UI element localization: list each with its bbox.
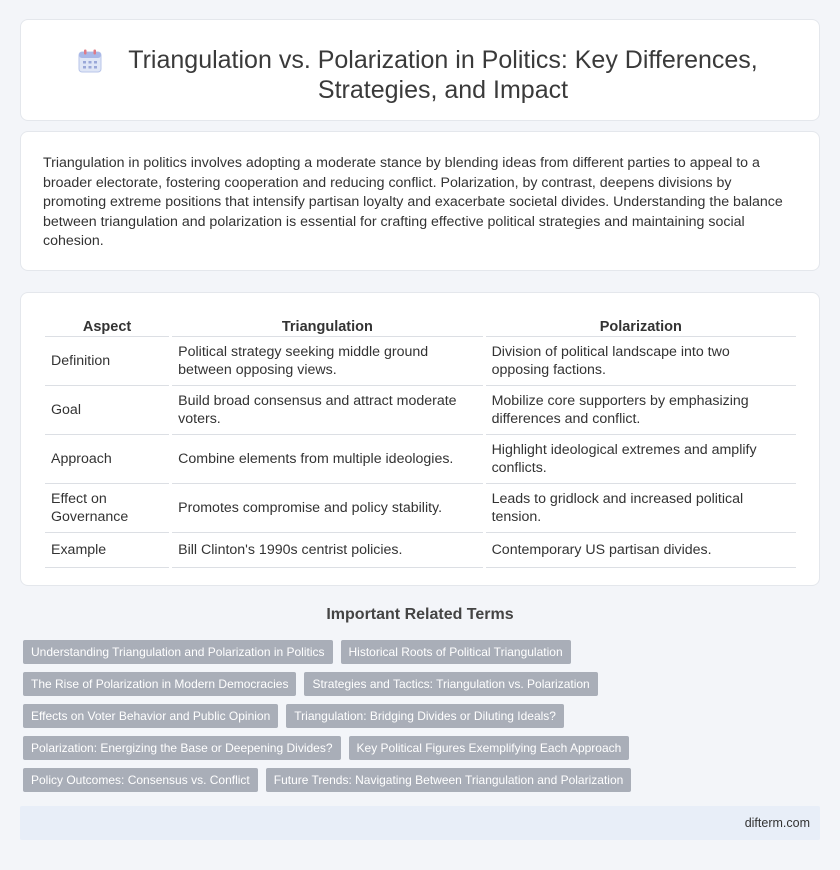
related-term-tag[interactable]: Key Political Figures Exemplifying Each Approach [349, 736, 630, 760]
table-row [45, 435, 796, 484]
cell-triangulation: Bill Clinton's 1990s centrist policies. [172, 533, 482, 568]
table-row [45, 533, 796, 568]
cell-polarization: Highlight ideological extremes and amplify conflicts. [486, 435, 796, 484]
cell-triangulation: Combine elements from multiple ideologies. [172, 435, 482, 484]
related-term-tag[interactable]: Triangulation: Bridging Divides or Diluting Ideals? [286, 704, 564, 728]
cell-aspect: Example [45, 533, 169, 568]
cell-aspect: Goal [45, 386, 169, 435]
header-triangulation: Triangulation [172, 315, 482, 337]
calendar-icon [77, 48, 103, 74]
cell-triangulation: Build broad consensus and attract moderate voters. [172, 386, 482, 435]
footer [20, 806, 820, 840]
comparison-table-card [20, 292, 820, 586]
related-term-tag[interactable]: Future Trends: Navigating Between Triangulation and Polarization [266, 768, 632, 792]
cell-polarization: Mobilize core supporters by emphasizing differences and conflict. [486, 386, 796, 435]
related-term-tag[interactable]: Strategies and Tactics: Triangulation vs. Polarization [304, 672, 597, 696]
cell-triangulation: Political strategy seeking middle ground between opposing views. [172, 337, 482, 386]
header-aspect: Aspect [45, 315, 169, 337]
table-row [45, 386, 796, 435]
related-term-tag[interactable]: Polarization: Energizing the Base or Deepening Divides? [23, 736, 341, 760]
cell-polarization: Division of political landscape into two opposing factions. [486, 337, 796, 386]
comparison-table [42, 315, 799, 568]
table-header-row [45, 315, 796, 337]
footer-site-link[interactable]: difterm.com [744, 816, 810, 830]
related-term-tag[interactable]: Understanding Triangulation and Polarization in Politics [23, 640, 333, 664]
cell-polarization: Contemporary US partisan divides. [486, 533, 796, 568]
related-terms-list [23, 640, 823, 792]
related-terms-title: Important Related Terms [326, 606, 514, 623]
header-polarization: Polarization [486, 315, 796, 337]
cell-aspect: Approach [45, 435, 169, 484]
related-term-tag[interactable]: Historical Roots of Political Triangulation [341, 640, 571, 664]
cell-triangulation: Promotes compromise and policy stability. [172, 484, 482, 533]
intro-paragraph: Triangulation in politics involves adopting a moderate stance by blending ideas from different parties to appeal to a broader electorate, fostering cooperation and reducing conflict. Polarization, by contrast, deepens divisions by promoting extreme positions that intensify partisan loyalty and exacerbate societal divides. Understanding the balance between triangulation and polarization is essential for crafting effective political strategies and maintaining social cohesion. [43, 155, 783, 249]
page-title: Triangulation vs. Polarization in Politics: Key Differences, Strategies, and Impact [128, 46, 758, 104]
cell-aspect: Effect on Governance [45, 484, 169, 533]
intro-card [20, 131, 820, 271]
table-row [45, 337, 796, 386]
related-term-tag[interactable]: The Rise of Polarization in Modern Democracies [23, 672, 296, 696]
table-row [45, 484, 796, 533]
cell-aspect: Definition [45, 337, 169, 386]
related-term-tag[interactable]: Effects on Voter Behavior and Public Opinion [23, 704, 278, 728]
related-term-tag[interactable]: Policy Outcomes: Consensus vs. Conflict [23, 768, 258, 792]
header-card [20, 19, 820, 121]
cell-polarization: Leads to gridlock and increased political tension. [486, 484, 796, 533]
